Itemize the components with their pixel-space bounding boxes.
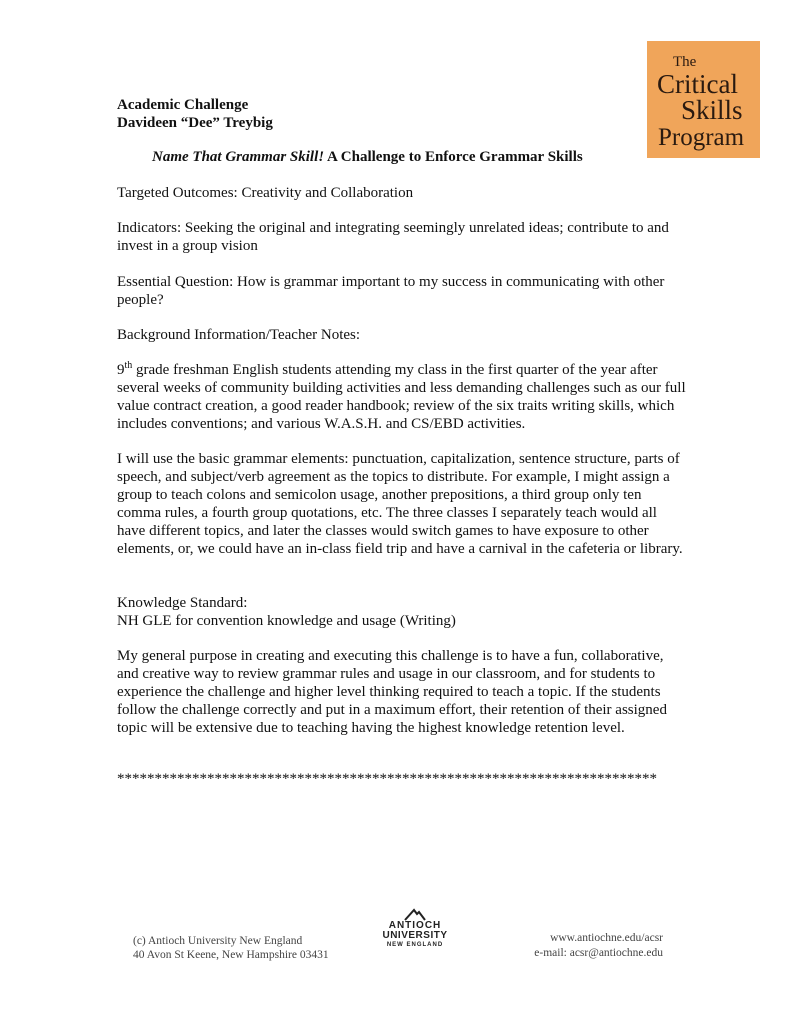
- footer-email[interactable]: e-mail: acsr@antiochne.edu: [534, 947, 663, 959]
- paragraph-purpose: My general purpose in creating and executing this challenge is to have a fun, collaborative, and creative way to review grammar rules and usage in our classroom, and for students to experience the challenge and higher level thinking required to teach a topic. If the students follow the challenge correctly and put in a maximum effort, their retention of their assigned topic will be extensive due to teaching having the highest knowledge retention level.: [117, 648, 667, 736]
- logo-line-4: Program: [658, 124, 745, 151]
- logo-line-2: Critical: [657, 69, 738, 99]
- grade-superscript: th: [124, 360, 133, 371]
- essential-question: Essential Question: How is grammar important to my success in communicating with other people?: [117, 274, 665, 308]
- paragraph-background-text: grade freshman English students attending my class in the first quarter of the year after several weeks of community building activities and less demanding challenges such as our full value contract creation, a good reader handbook; review of the six traits writing skills, which includes conventions; and various W.A.S.H. and CS/EBD activities.: [117, 362, 686, 432]
- indicators: Indicators: Seeking the original and integrating seemingly unrelated ideas; contribute to and invest in a group vision: [117, 220, 669, 254]
- background-heading: Background Information/Teacher Notes:: [117, 327, 361, 343]
- antioch-university: UNIVERSITY: [382, 930, 448, 941]
- header-block: [117, 96, 687, 132]
- antioch-name: ANTIOCH: [388, 920, 442, 931]
- title-rest: A Challenge to Enforce Grammar Skills: [324, 149, 583, 165]
- antioch-logo: [380, 907, 450, 957]
- logo-line-1: The: [673, 54, 697, 70]
- footer-website[interactable]: www.antiochne.edu/acsr: [550, 932, 663, 944]
- footer-copyright: (c) Antioch University New England: [133, 935, 303, 947]
- targeted-outcomes: Targeted Outcomes: Creativity and Collaboration: [117, 185, 414, 201]
- header-line-2: Davideen “Dee” Treybig: [117, 115, 273, 131]
- footer-address: [133, 934, 329, 962]
- knowledge-standard: NH GLE for convention knowledge and usage (Writing): [117, 613, 456, 629]
- logo-line-3: Skills: [681, 95, 743, 125]
- mountain-icon: [403, 907, 427, 921]
- title-italic: Name That Grammar Skill!: [152, 149, 325, 165]
- grade-number: 9: [117, 362, 125, 378]
- antioch-new-england: NEW ENGLAND: [386, 942, 444, 948]
- footer-contact: [533, 931, 663, 961]
- divider-stars: ************************************************************************: [117, 771, 657, 787]
- document-title: [152, 148, 583, 166]
- critical-skills-logo: [647, 41, 760, 158]
- paragraph-grammar-elements: I will use the basic grammar elements: punctuation, capitalization, sentence structure, parts of speech, and subject/verb agreement as the topics to distribute. For example, I might assign a group to teach colons and semicolon usage, another prepositions, a third group only ten comma rules, a fourth group quotations, etc. The three classes I separately teach would all have different topics, and later the classes would switch games to have exposure to other elements, or, we could have an in-class field trip and have a carnival in the cafeteria or library.: [117, 451, 683, 557]
- knowledge-heading: Knowledge Standard:: [117, 595, 248, 611]
- paragraph-background: [117, 361, 687, 433]
- footer-street: 40 Avon St Keene, New Hampshire 03431: [133, 949, 329, 961]
- header-line-1: Academic Challenge: [117, 97, 249, 113]
